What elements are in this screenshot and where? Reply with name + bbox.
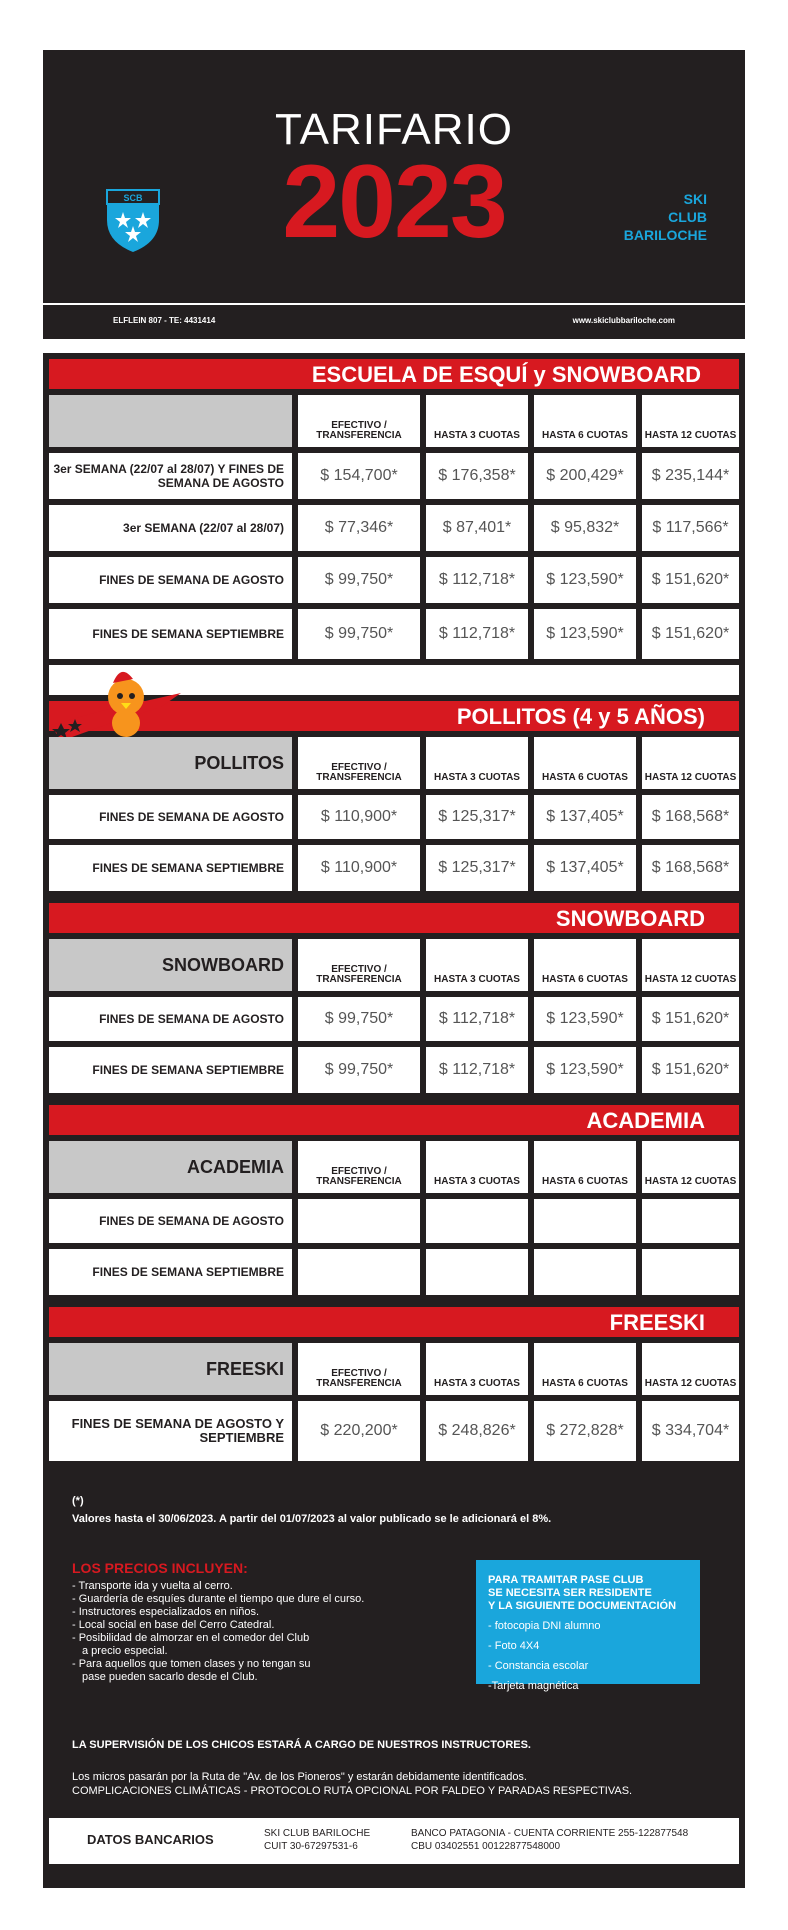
title-tarifario: TARIFARIO [275, 105, 513, 154]
price-cell: $ 95,832* [534, 505, 636, 551]
price-cell: $ 99,750* [298, 557, 420, 603]
row-label: 3er SEMANA (22/07 al 28/07) [49, 505, 292, 551]
includes-item: - Para aquellos que tomen clases y no tengan su [72, 1658, 311, 1670]
includes-item: - Local social en base del Cerro Catedral. [72, 1619, 275, 1631]
pollitos-label: POLLITOS [49, 737, 292, 789]
price-cell: $ 168,568* [642, 795, 739, 839]
bank-line-2: CBU 03402551 00122877548000 [411, 1841, 561, 1852]
price-cell: $ 112,718* [426, 1047, 528, 1093]
brand-ski: SKI [683, 191, 707, 207]
price-cell: $ 220,200* [298, 1401, 420, 1461]
includes-item: - Transporte ida y vuelta al cerro. [72, 1580, 233, 1592]
doc-item: -Tarjeta magnética [488, 1680, 579, 1692]
col-12-cuotas: HASTA 12 CUOTAS [642, 395, 739, 447]
col-6-cuotas: HASTA 6 CUOTAS [534, 737, 636, 789]
price-cell [642, 1249, 739, 1295]
table-row [49, 1401, 739, 1461]
price-cell: $ 176,358* [426, 453, 528, 499]
col-efectivo: EFECTIVO / TRANSFERENCIA [298, 395, 420, 447]
price-cell: $ 112,718* [426, 609, 528, 659]
price-cell [298, 1249, 420, 1295]
price-cell: $ 110,900* [298, 845, 420, 891]
includes-item: - Instructores especializados en niños. [72, 1606, 260, 1618]
col-efectivo: EFECTIVO / TRANSFERENCIA [298, 1141, 420, 1193]
table-row [49, 453, 739, 499]
includes-item: pase pueden sacarlo desde el Club. [82, 1671, 258, 1683]
svg-text:SCB: SCB [123, 193, 143, 203]
bank-label: DATOS BANCARIOS [87, 1832, 214, 1847]
freeski-label: FREESKI [49, 1343, 292, 1395]
row-label: FINES DE SEMANA SEPTIEMBRE [49, 1249, 292, 1295]
header-row-freeski [49, 1343, 739, 1395]
price-cell: $ 235,144* [642, 453, 739, 499]
price-cell: $ 154,700* [298, 453, 420, 499]
club-line-1: SKI CLUB BARILOCHE [264, 1828, 371, 1839]
price-cell: $ 123,590* [534, 1047, 636, 1093]
banner-snowboard [49, 903, 739, 933]
price-cell: $ 110,900* [298, 795, 420, 839]
price-cell [642, 1199, 739, 1243]
col-3-cuotas: HASTA 3 CUOTAS [426, 737, 528, 789]
brand-bariloche: BARILOCHE [623, 227, 707, 243]
asterisk-note: (*) [72, 1495, 84, 1507]
col-efectivo: EFECTIVO / TRANSFERENCIA [298, 1343, 420, 1395]
price-cell: $ 151,620* [642, 609, 739, 659]
row-label: FINES DE SEMANA DE AGOSTO [49, 997, 292, 1041]
brand-club: CLUB [668, 209, 707, 225]
table-row [49, 1047, 739, 1093]
website: www.skiclubbariloche.com [572, 316, 675, 325]
title-year: 2023 [282, 144, 506, 260]
header-row-snowboard [49, 939, 739, 991]
includes-title: LOS PRECIOS INCLUYEN: [72, 1560, 248, 1576]
table-row [49, 795, 739, 839]
price-cell: $ 123,590* [534, 557, 636, 603]
price-cell [426, 1199, 528, 1243]
includes-block [72, 1560, 364, 1684]
header [43, 50, 745, 337]
banner-freeski [49, 1307, 739, 1337]
header-footer [43, 303, 745, 339]
price-cell: $ 123,590* [534, 997, 636, 1041]
bank-details [49, 1818, 739, 1864]
doc-title-line: Y LA SIGUIENTE DOCUMENTACIÓN [488, 1600, 677, 1612]
row-label: FINES DE SEMANA SEPTIEMBRE [49, 845, 292, 891]
col-12-cuotas: HASTA 12 CUOTAS [642, 737, 739, 789]
documentation-box [476, 1560, 700, 1692]
table-row [49, 505, 739, 551]
shield-icon [103, 180, 163, 254]
col-3-cuotas: HASTA 3 CUOTAS [426, 395, 528, 447]
col-efectivo: EFECTIVO / TRANSFERENCIA [298, 939, 420, 991]
row-label: FINES DE SEMANA DE AGOSTO [49, 795, 292, 839]
col-6-cuotas: HASTA 6 CUOTAS [534, 939, 636, 991]
row-label: FINES DE SEMANA DE AGOSTO [49, 1199, 292, 1243]
table-row [49, 1249, 739, 1295]
price-cell: $ 151,620* [642, 557, 739, 603]
row-label: FINES DE SEMANA DE AGOSTO [49, 557, 292, 603]
table-row [49, 609, 739, 659]
bank-line-1: BANCO PATAGONIA - CUENTA CORRIENTE 255-122877548 [411, 1828, 689, 1839]
header-row-academia [49, 1141, 739, 1193]
table-row [49, 997, 739, 1041]
price-cell: $ 125,317* [426, 845, 528, 891]
col-6-cuotas: HASTA 6 CUOTAS [534, 395, 636, 447]
banner-pollitos-title: POLLITOS (4 y 5 AÑOS) [456, 704, 705, 729]
doc-title-line: SE NECESITA SER RESIDENTE [488, 1587, 652, 1599]
price-cell: $ 77,346* [298, 505, 420, 551]
col-6-cuotas: HASTA 6 CUOTAS [534, 1343, 636, 1395]
col-3-cuotas: HASTA 3 CUOTAS [426, 1343, 528, 1395]
col-3-cuotas: HASTA 3 CUOTAS [426, 1141, 528, 1193]
price-cell: $ 87,401* [426, 505, 528, 551]
row-label: FINES DE SEMANA DE AGOSTO Y SEPTIEMBRE [49, 1401, 292, 1461]
address: ELFLEIN 807 - TE: 4431414 [113, 316, 216, 325]
price-cell: $ 137,405* [534, 845, 636, 891]
table-row [49, 1199, 739, 1243]
banner-freeski-title: FREESKI [609, 1310, 705, 1335]
header-row-escuela [49, 395, 739, 447]
validity-note: Valores hasta el 30/06/2023. A partir del 01/07/2023 al valor publicado se le adicionará el 8%. [72, 1513, 552, 1525]
price-cell: $ 112,718* [426, 997, 528, 1041]
row-label: 3er SEMANA (22/07 al 28/07) Y FINES DE SEMANA DE AGOSTO [49, 453, 292, 499]
micros-note-2: COMPLICACIONES CLIMÁTICAS - PROTOCOLO RUTA OPCIONAL POR FALDEO Y PARADAS RESPECTIVAS. [72, 1785, 633, 1797]
table-row [49, 557, 739, 603]
doc-item: - fotocopia DNI alumno [488, 1620, 601, 1632]
row-label: FINES DE SEMANA SEPTIEMBRE [49, 1047, 292, 1093]
includes-item: - Posibilidad de almorzar en el comedor del Club [72, 1632, 310, 1644]
price-cell [534, 1199, 636, 1243]
price-cell: $ 200,429* [534, 453, 636, 499]
col-12-cuotas: HASTA 12 CUOTAS [642, 1141, 739, 1193]
doc-title-line: PARA TRAMITAR PASE CLUB [488, 1574, 644, 1586]
price-cell: $ 248,826* [426, 1401, 528, 1461]
blank-header [49, 395, 292, 447]
price-cell [534, 1249, 636, 1295]
header-row-pollitos [49, 737, 739, 789]
price-cell: $ 125,317* [426, 795, 528, 839]
price-cell: $ 151,620* [642, 1047, 739, 1093]
snowboard-label: SNOWBOARD [49, 939, 292, 991]
doc-item: - Constancia escolar [488, 1660, 589, 1672]
table-row [49, 845, 739, 891]
club-line-2: CUIT 30-67297531-6 [264, 1841, 358, 1852]
col-6-cuotas: HASTA 6 CUOTAS [534, 1141, 636, 1193]
banner-escuela [49, 359, 739, 389]
academia-label: ACADEMIA [49, 1141, 292, 1193]
price-cell: $ 137,405* [534, 795, 636, 839]
price-cell: $ 123,590* [534, 609, 636, 659]
price-cell: $ 272,828* [534, 1401, 636, 1461]
banner-snowboard-title: SNOWBOARD [555, 906, 705, 931]
price-cell: $ 99,750* [298, 997, 420, 1041]
includes-item: a precio especial. [82, 1645, 168, 1657]
price-cell: $ 112,718* [426, 557, 528, 603]
banner-academia [49, 1105, 739, 1135]
col-efectivo: EFECTIVO / TRANSFERENCIA [298, 737, 420, 789]
supervision-note: LA SUPERVISIÓN DE LOS CHICOS ESTARÁ A CARGO DE NUESTROS INSTRUCTORES. [72, 1739, 531, 1751]
price-cell: $ 99,750* [298, 609, 420, 659]
banner-escuela-title: ESCUELA DE ESQUÍ y SNOWBOARD [311, 362, 701, 387]
price-cell [298, 1199, 420, 1243]
micros-note-1: Los micros pasarán por la Ruta de "Av. de los Pioneros" y estarán debidamente identificados. [72, 1771, 527, 1783]
banner-academia-title: ACADEMIA [586, 1108, 705, 1133]
price-cell: $ 99,750* [298, 1047, 420, 1093]
price-cell: $ 168,568* [642, 845, 739, 891]
row-label: FINES DE SEMANA SEPTIEMBRE [49, 609, 292, 659]
includes-item: - Guardería de esquíes durante el tiempo que dure el curso. [72, 1593, 365, 1605]
price-cell [426, 1249, 528, 1295]
col-12-cuotas: HASTA 12 CUOTAS [642, 1343, 739, 1395]
price-cell: $ 334,704* [642, 1401, 739, 1461]
col-12-cuotas: HASTA 12 CUOTAS [642, 939, 739, 991]
price-cell: $ 151,620* [642, 997, 739, 1041]
col-3-cuotas: HASTA 3 CUOTAS [426, 939, 528, 991]
doc-item: - Foto 4X4 [488, 1640, 540, 1652]
brand-name [624, 190, 707, 244]
price-cell: $ 117,566* [642, 505, 739, 551]
